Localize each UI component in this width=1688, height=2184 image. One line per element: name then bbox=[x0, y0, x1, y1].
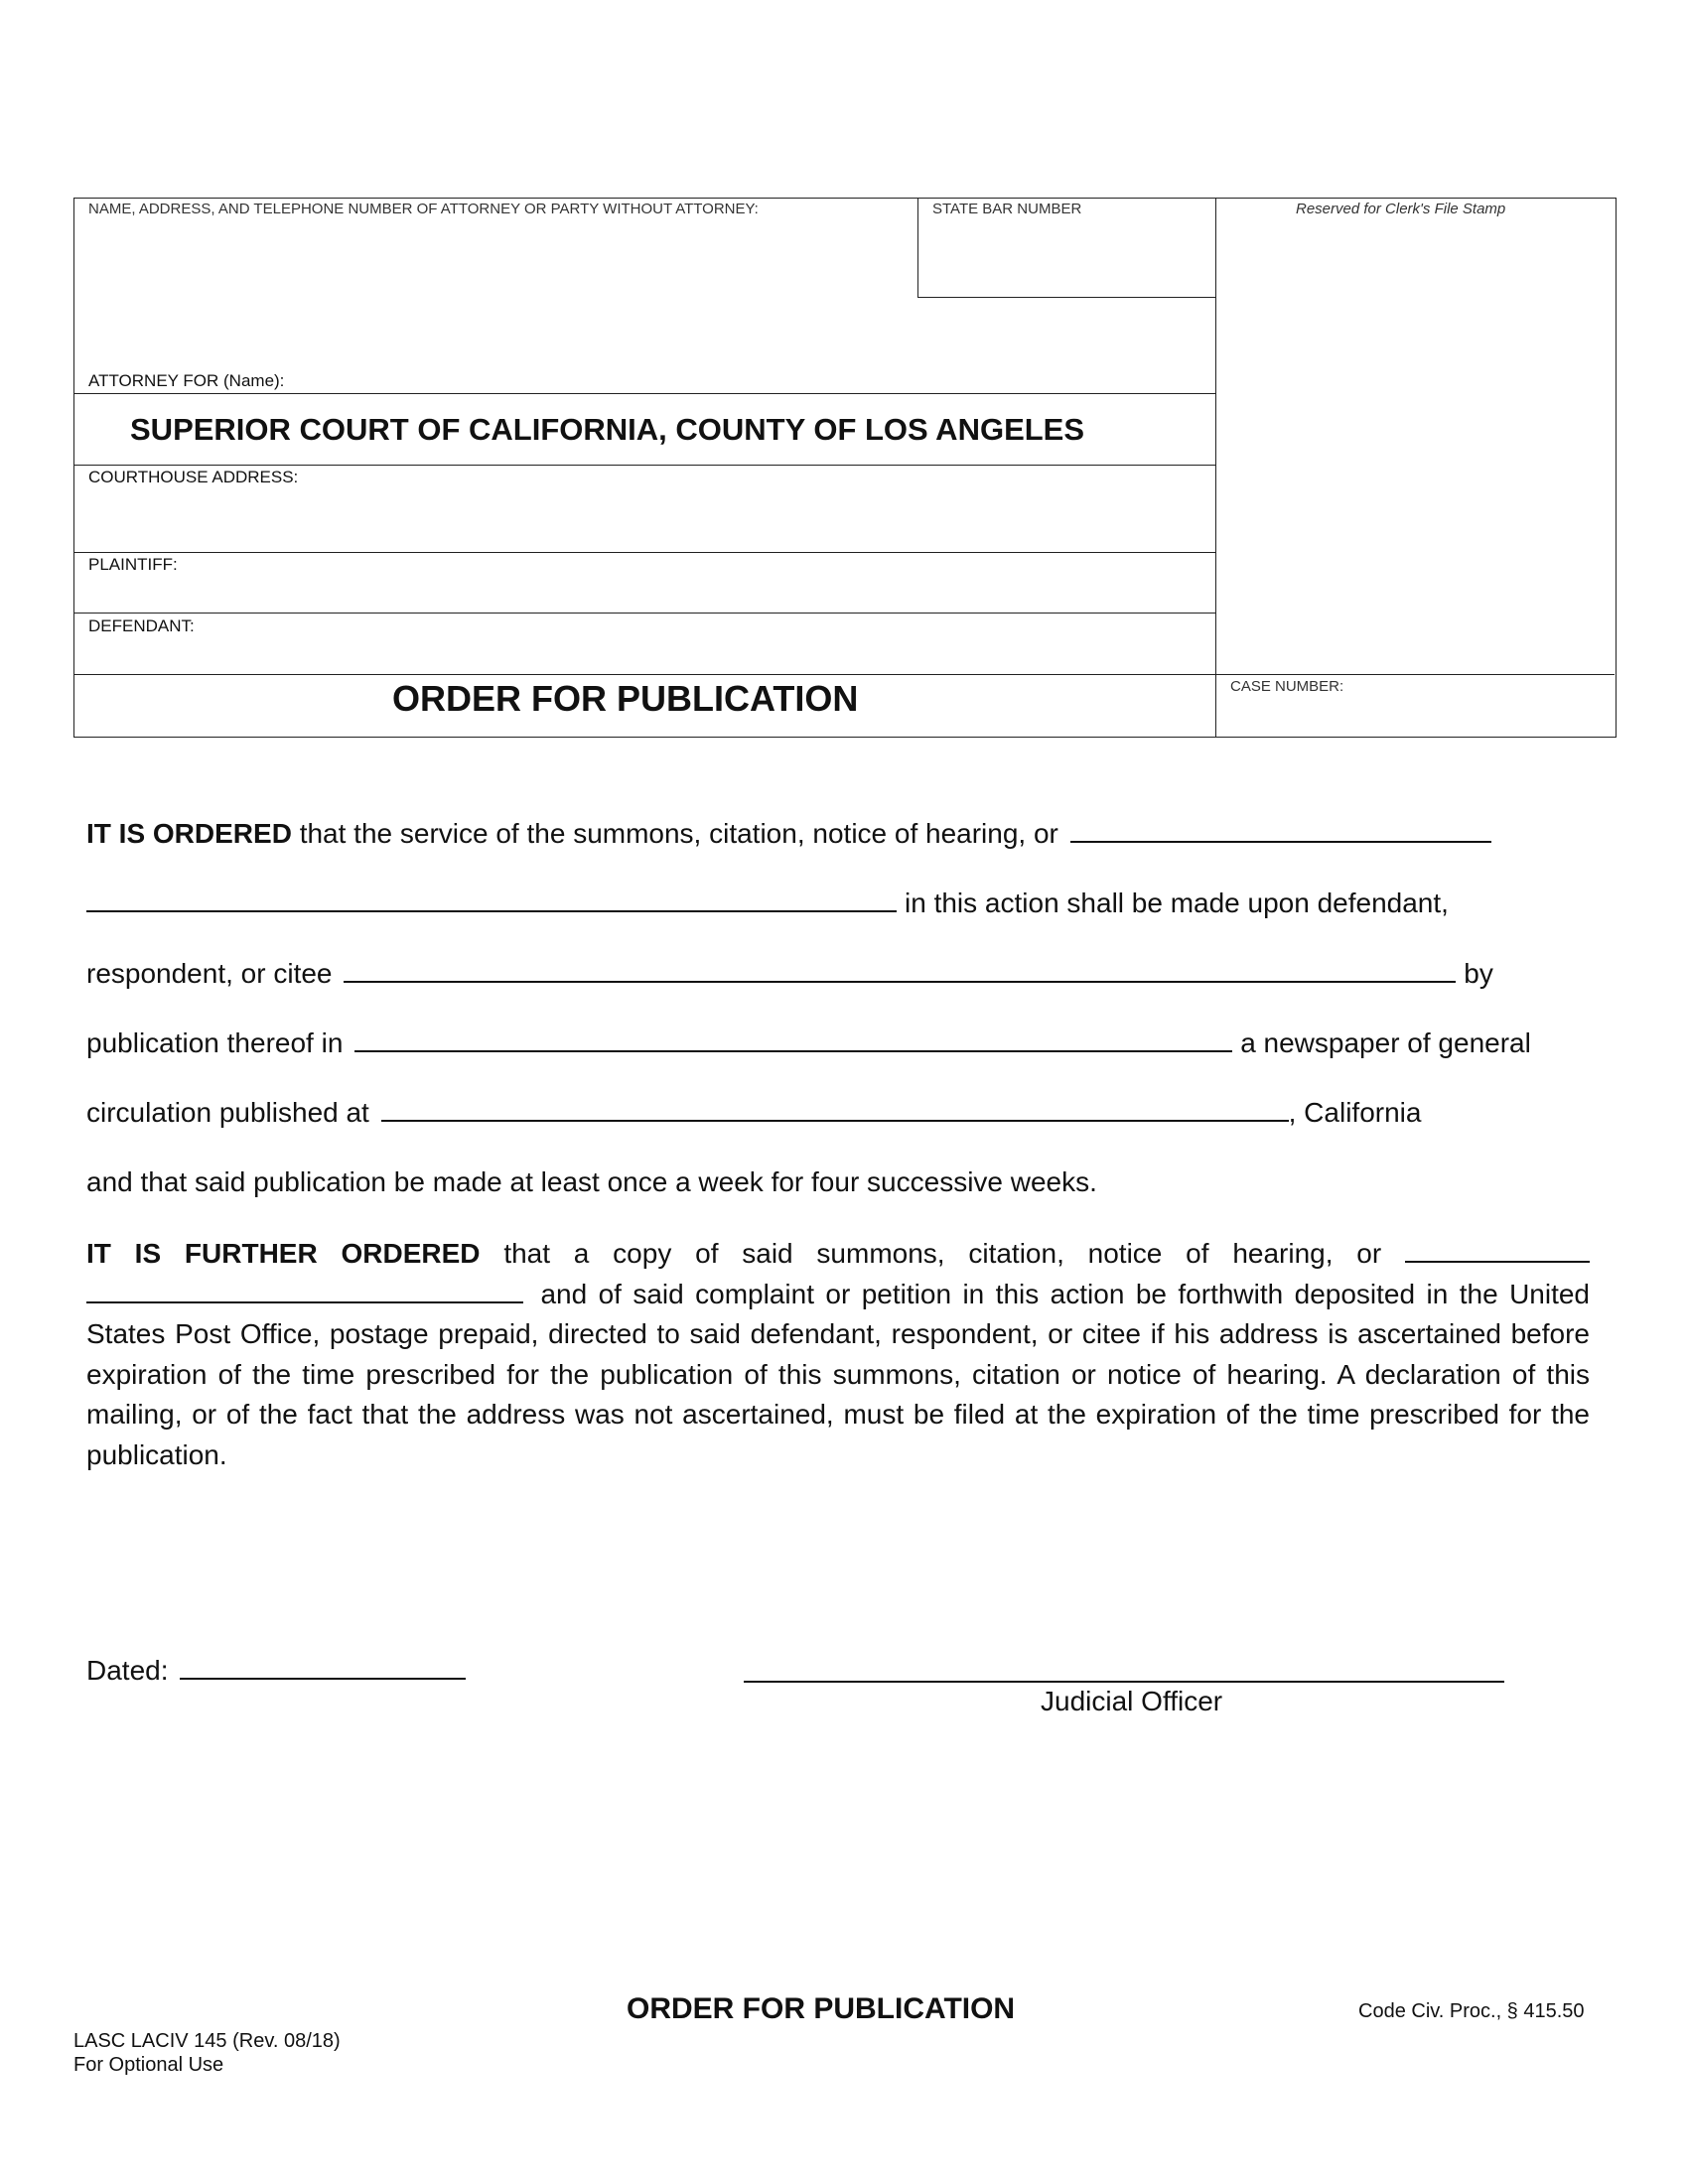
state-bar-bottom bbox=[917, 297, 1216, 298]
order-line-4 bbox=[86, 1025, 1531, 1061]
order-line-3-text: respondent, or citee bbox=[86, 958, 333, 989]
attorney-name-label: NAME, ADDRESS, AND TELEPHONE NUMBER OF ATTORNEY OR PARTY WITHOUT ATTORNEY: bbox=[88, 201, 759, 217]
state-bar-divider bbox=[917, 198, 918, 297]
footer-code-reference: Code Civ. Proc., § 415.50 bbox=[1358, 2000, 1585, 2022]
attorney-for-label: ATTORNEY FOR (Name): bbox=[88, 371, 285, 390]
order-line-4-end: a newspaper of general bbox=[1240, 1027, 1531, 1058]
blank-defendant-name[interactable] bbox=[344, 957, 1456, 983]
court-name: SUPERIOR COURT OF CALIFORNIA, COUNTY OF LOS ANGELES bbox=[130, 412, 1085, 447]
footer-optional-use: For Optional Use bbox=[73, 2054, 224, 2076]
blank-other-document-cont[interactable] bbox=[86, 887, 897, 912]
courthouse-row-bottom bbox=[73, 552, 1216, 553]
order-line-5-text: circulation published at bbox=[86, 1097, 369, 1128]
plaintiff-label: PLAINTIFF: bbox=[88, 555, 178, 574]
judicial-officer-signature-line[interactable] bbox=[744, 1681, 1504, 1683]
order-line-3-end: by bbox=[1464, 958, 1493, 989]
blank-further-document-cont[interactable] bbox=[86, 1278, 523, 1303]
order-line-1-text: that the service of the summons, citation, notice of hearing, or bbox=[291, 818, 1058, 849]
further-text-1: that a copy of said summons, citation, notice of hearing, or bbox=[503, 1238, 1382, 1269]
state-bar-label: STATE BAR NUMBER bbox=[932, 201, 1082, 217]
clerk-stamp-label: Reserved for Clerk's File Stamp bbox=[1296, 201, 1506, 217]
order-line-6: and that said publication be made at least once a week for four successive weeks. bbox=[86, 1166, 1097, 1197]
clerk-stamp-divider bbox=[1215, 198, 1216, 738]
attorney-section-bottom bbox=[73, 393, 1216, 394]
order-line-5-end: , California bbox=[1288, 1097, 1422, 1128]
order-line-1 bbox=[86, 816, 1491, 852]
courthouse-address-label: COURTHOUSE ADDRESS: bbox=[88, 468, 299, 486]
order-line-3 bbox=[86, 956, 1493, 992]
court-row-bottom bbox=[73, 465, 1216, 466]
it-is-ordered: IT IS ORDERED bbox=[86, 818, 292, 849]
caption-box bbox=[73, 198, 1617, 738]
blank-publication-city[interactable] bbox=[381, 1096, 1289, 1122]
dated-label: Dated: bbox=[86, 1655, 169, 1686]
blank-other-document[interactable] bbox=[1070, 817, 1491, 843]
order-line-5 bbox=[86, 1095, 1421, 1131]
footer-title: ORDER FOR PUBLICATION bbox=[627, 1992, 1016, 2025]
defendant-row-bottom bbox=[73, 674, 1615, 675]
order-line-4-text: publication thereof in bbox=[86, 1027, 344, 1058]
blank-further-document[interactable] bbox=[1405, 1237, 1590, 1263]
further-text-2: and of said complaint or petition in this action be forthwith deposited in the United States Post Office, postage prepaid, directed to said defendant, respondent, or citee if his address is ascertained before expiration of the time prescribed for the publication of this summons, citation or notice of hearing. A declaration of this mailing, or of the fact that the address was not ascertained, must be filed at the expiration of the time prescribed for the publication. bbox=[86, 1278, 1591, 1470]
form-title: ORDER FOR PUBLICATION bbox=[392, 678, 859, 719]
case-number-label: CASE NUMBER: bbox=[1230, 678, 1344, 695]
order-line-2 bbox=[86, 886, 1449, 921]
blank-date[interactable] bbox=[180, 1654, 466, 1680]
footer-form-id: LASC LACIV 145 (Rev. 08/18) bbox=[73, 2030, 341, 2052]
further-ordered-paragraph bbox=[86, 1234, 1590, 1475]
judicial-officer-label: Judicial Officer bbox=[1041, 1686, 1223, 1716]
it-is-further-ordered: IT IS FURTHER ORDERED bbox=[86, 1238, 481, 1269]
dated-line bbox=[86, 1653, 466, 1689]
defendant-label: DEFENDANT: bbox=[88, 616, 195, 635]
plaintiff-row-bottom bbox=[73, 613, 1216, 614]
blank-newspaper[interactable] bbox=[354, 1026, 1232, 1052]
order-line-2-text: in this action shall be made upon defendant, bbox=[905, 887, 1449, 918]
